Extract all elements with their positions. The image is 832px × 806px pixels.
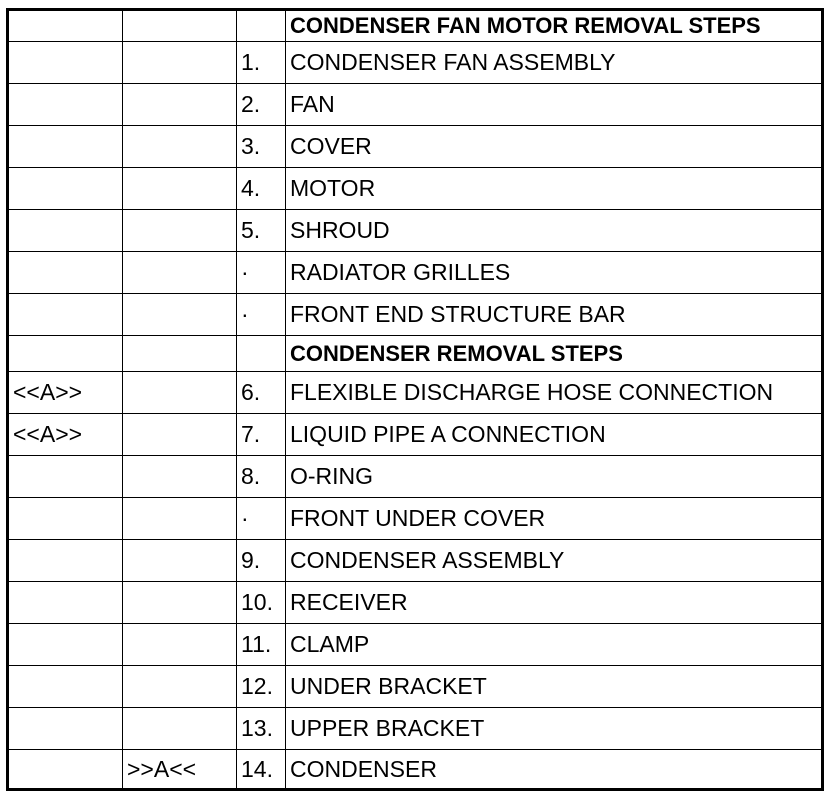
removal-service-point-cell <box>8 210 123 252</box>
table-row <box>8 336 823 372</box>
removal-service-point-cell <box>8 666 123 708</box>
removal-steps-table <box>6 8 824 791</box>
section-heading: CONDENSER REMOVAL STEPS <box>286 336 823 372</box>
removal-service-point-cell <box>8 456 123 498</box>
section-heading: CONDENSER FAN MOTOR REMOVAL STEPS <box>286 10 823 42</box>
table-row <box>8 666 823 708</box>
installation-service-point-cell: >>A<< <box>123 750 237 790</box>
table-row <box>8 126 823 168</box>
removal-service-point-cell <box>8 126 123 168</box>
step-number-cell: 3. <box>237 126 286 168</box>
step-text-cell: O-RING <box>286 456 823 498</box>
step-text-cell: FLEXIBLE DISCHARGE HOSE CONNECTION <box>286 372 823 414</box>
step-text-cell: CONDENSER ASSEMBLY <box>286 540 823 582</box>
step-number-cell: 14. <box>237 750 286 790</box>
step-text-cell: FRONT UNDER COVER <box>286 498 823 540</box>
step-number-cell: 6. <box>237 372 286 414</box>
step-number-cell <box>237 10 286 42</box>
step-number-cell: 1. <box>237 42 286 84</box>
step-text-cell: SHROUD <box>286 210 823 252</box>
table-row <box>8 294 823 336</box>
removal-service-point-cell: <<A>> <box>8 414 123 456</box>
step-bullet-cell: · <box>237 252 286 294</box>
step-text-cell: UPPER BRACKET <box>286 708 823 750</box>
removal-service-point-cell <box>8 582 123 624</box>
table-row <box>8 540 823 582</box>
installation-service-point-cell <box>123 666 237 708</box>
removal-service-point-cell: <<A>> <box>8 372 123 414</box>
removal-service-point-cell <box>8 10 123 42</box>
step-number-cell: 7. <box>237 414 286 456</box>
table-row <box>8 372 823 414</box>
installation-service-point-cell <box>123 708 237 750</box>
table-row <box>8 582 823 624</box>
removal-service-point-cell <box>8 540 123 582</box>
removal-service-point-cell <box>8 168 123 210</box>
step-text-cell: LIQUID PIPE A CONNECTION <box>286 414 823 456</box>
installation-service-point-cell <box>123 456 237 498</box>
installation-service-point-cell <box>123 582 237 624</box>
table-row <box>8 252 823 294</box>
step-number-cell: 12. <box>237 666 286 708</box>
step-bullet-cell: · <box>237 498 286 540</box>
step-text-cell: FAN <box>286 84 823 126</box>
table-row <box>8 84 823 126</box>
table-row <box>8 42 823 84</box>
installation-service-point-cell <box>123 42 237 84</box>
installation-service-point-cell <box>123 372 237 414</box>
installation-service-point-cell <box>123 414 237 456</box>
removal-service-point-cell <box>8 42 123 84</box>
removal-service-point-cell <box>8 750 123 790</box>
step-number-cell: 8. <box>237 456 286 498</box>
installation-service-point-cell <box>123 540 237 582</box>
table-row <box>8 498 823 540</box>
step-text-cell: FRONT END STRUCTURE BAR <box>286 294 823 336</box>
removal-service-point-cell <box>8 294 123 336</box>
step-text-cell: CLAMP <box>286 624 823 666</box>
installation-service-point-cell <box>123 84 237 126</box>
removal-service-point-cell <box>8 708 123 750</box>
step-text-cell: MOTOR <box>286 168 823 210</box>
step-number-cell: 13. <box>237 708 286 750</box>
step-text-cell: RECEIVER <box>286 582 823 624</box>
installation-service-point-cell <box>123 294 237 336</box>
table-row <box>8 414 823 456</box>
table-row <box>8 10 823 42</box>
step-number-cell: 9. <box>237 540 286 582</box>
step-number-cell <box>237 336 286 372</box>
step-number-cell: 11. <box>237 624 286 666</box>
step-text-cell: UNDER BRACKET <box>286 666 823 708</box>
installation-service-point-cell <box>123 10 237 42</box>
removal-service-point-cell <box>8 336 123 372</box>
table-row <box>8 750 823 790</box>
table-row <box>8 708 823 750</box>
installation-service-point-cell <box>123 210 237 252</box>
step-number-cell: 2. <box>237 84 286 126</box>
step-text-cell: COVER <box>286 126 823 168</box>
step-number-cell: 5. <box>237 210 286 252</box>
step-text-cell: CONDENSER <box>286 750 823 790</box>
installation-service-point-cell <box>123 168 237 210</box>
installation-service-point-cell <box>123 624 237 666</box>
step-bullet-cell: · <box>237 294 286 336</box>
removal-service-point-cell <box>8 624 123 666</box>
installation-service-point-cell <box>123 126 237 168</box>
removal-service-point-cell <box>8 252 123 294</box>
table-row <box>8 456 823 498</box>
removal-steps-body <box>8 10 823 790</box>
installation-service-point-cell <box>123 336 237 372</box>
step-text-cell: RADIATOR GRILLES <box>286 252 823 294</box>
installation-service-point-cell <box>123 252 237 294</box>
table-row <box>8 168 823 210</box>
step-number-cell: 10. <box>237 582 286 624</box>
step-text-cell: CONDENSER FAN ASSEMBLY <box>286 42 823 84</box>
step-number-cell: 4. <box>237 168 286 210</box>
removal-service-point-cell <box>8 84 123 126</box>
table-row <box>8 624 823 666</box>
table-row <box>8 210 823 252</box>
removal-service-point-cell <box>8 498 123 540</box>
installation-service-point-cell <box>123 498 237 540</box>
